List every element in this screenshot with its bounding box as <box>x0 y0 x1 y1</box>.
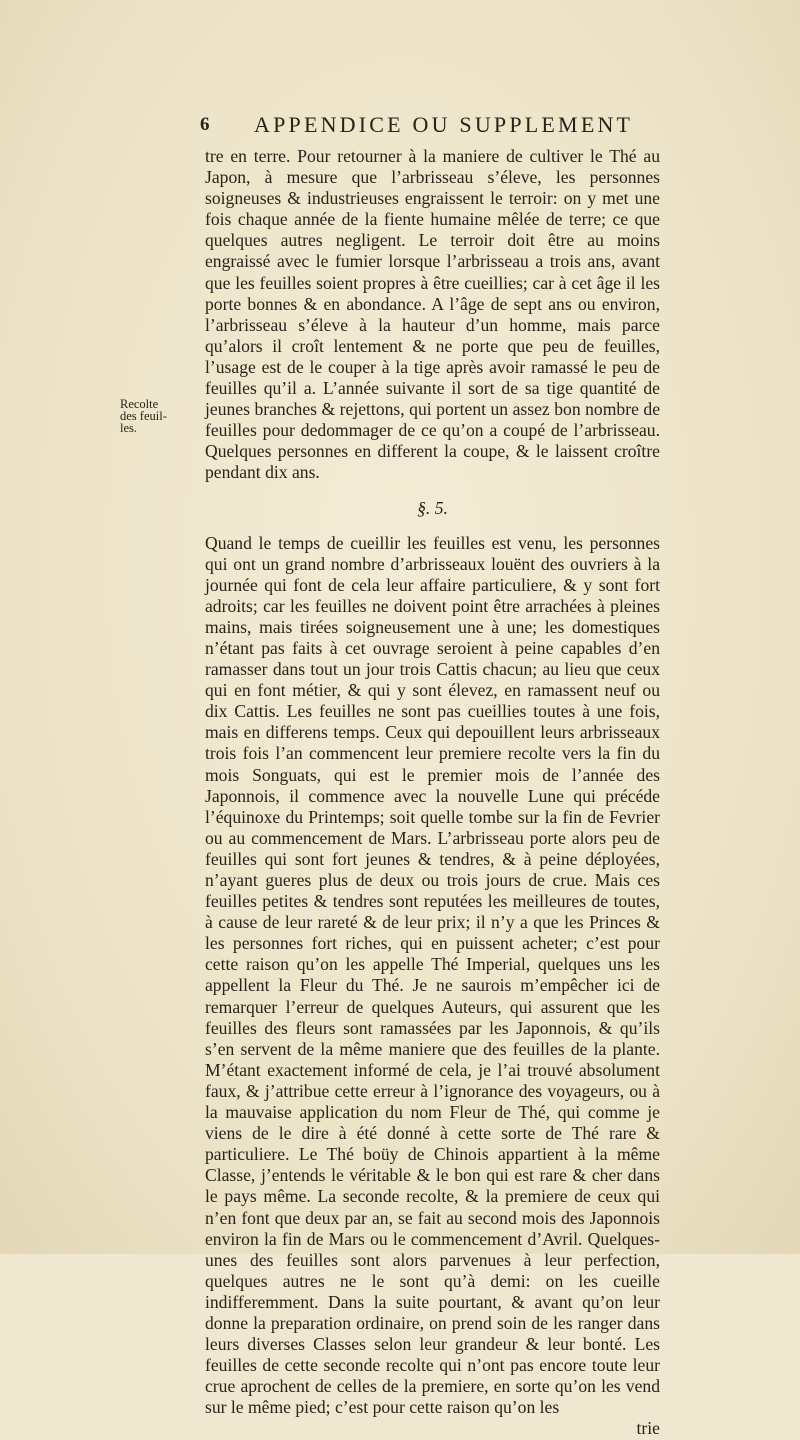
margin-note-line: Recolte <box>120 397 159 411</box>
margin-note-line: les. <box>120 421 138 435</box>
page-header <box>200 112 662 142</box>
margin-note <box>120 398 190 434</box>
running-head: APPENDICE OU SUPPLEMENT <box>254 112 634 137</box>
catchword: trie <box>636 1418 660 1439</box>
paragraph-1: tre en terre. Pour retourner à la maniere de cultiver le Thé au Japon, à mesure que l’arbrisseau s’éleve, les personnes soigneuses & industrieuses engraissent le terroir: on y met une fois chaque année de la fiente humaine mêlée de terre; ce que quelques autres negligent. Le terroir doit être au moins engraissé avec le fumier lorsque l’arbrisseau a trois ans, avant que les feuilles soient propres à être cueillies; car à cet âge il les porte bonnes & en abondance. A l’âge de sept ans ou environ, l’arbrisseau s’éleve à la hauteur d’un homme, mais parce qu’alors il croît lentement & ne porte que peu de feuilles, l’usage est de le couper à la tige après avoir ramassé le peu de feuilles qu’il a. L’année suivante il sort de sa tige quantité de jeunes branches & rejettons, qui portent un assez bon nombre de feuilles pour dedommager de ce qu’on a coupé de l’arbrisseau. Quelques personnes en different la coupe, & le laissent croître pendant dix ans. <box>205 146 660 483</box>
section-mark: §. 5. <box>417 497 448 518</box>
paragraph-2: Quand le temps de cueillir les feuilles est venu, les personnes qui ont un grand nombre d’arbrisseaux louënt des ouvriers à la journée qui font de cela leur affaire particuliere, & y sont fort adroits; car les feuilles ne doivent point être arrachées à pleines mains, mais tirées soigneusement une à une; les domestiques n’étant pas faits à cet ouvrage seroient à peine capables d’en ramasser dans tout un jour trois Cattis chacun; au lieu que ceux qui en font métier, & qui y sont élevez, en ramassent neuf ou dix Cattis. Les feuilles ne sont pas cueillies toutes à une fois, mais en differens temps. Ceux qui depouillent leurs arbrisseaux trois fois l’an commencent leur premiere recolte vers la fin du mois Songuats, qui est le premier mois de l’année des Japonnois, il commence avec la nouvelle Lune qui précéde l’équinoxe du Printemps; soit quelle tombe sur la fin de Fevrier ou au commencement de Mars. L’arbrisseau porte alors peu de feuilles qui sont fort jeunes & tendres, & à peine déployées, n’ayant gueres plus de deux ou trois jours de crue. Mais ces feuilles petites & tendres sont reputées les meilleures de toutes, à cause de leur rareté & de leur prix; il n’y a que les Princes & les personnes fort riches, qui en puissent acheter; c’est pour cette raison qu’on les appelle Thé Imperial, quelques uns les appellent la Fleur du Thé. Je ne saurois m’empêcher ici de remarquer l’erreur de quelques Auteurs, qui assurent que les feuilles des fleurs sont ramassées par les Japonnois, & qu’ils s’en servent de la même maniere que des feuilles de la plante. M’étant exactement informé de cela, je l’ai trouvé absolument faux, & j’attribue cette erreur à l’ignorance des voyageurs, ou à la mauvaise application du nom Fleur de Thé, qui comme je viens de le dire à été donné à cette sorte de Thé rare & particuliere. Le Thé boüy de Chinois appartient à la même Classe, j’entends le véritable & le bon qui est rare & cher dans le pays même. La seconde recolte, & la premiere de ceux qui n’en font que deux par an, se fait au second mois des Japonnois environ la fin de Mars ou le commencement d’Avril. Quelques-unes des feuilles sont alors parvenues à leur perfection, quelques autres ne le sont qu’à demi: on les cueille indifferemment. Dans la suite pourtant, & avant qu’on leur donne la preparation ordinaire, on prend soin de les ranger dans leurs diverses Classes selon leur grandeur & leur bonté. Les feuilles de cette seconde recolte qui n’ont pas encore toute leur crue aprochent de celles de la premiere, en sorte qu’on les vend sur le même pied; c’est pour cette raison qu’on les <box>205 532 660 1418</box>
page-number: 6 <box>200 114 210 135</box>
body-text <box>205 146 660 1440</box>
margin-note-line: des feuil- <box>120 409 167 423</box>
